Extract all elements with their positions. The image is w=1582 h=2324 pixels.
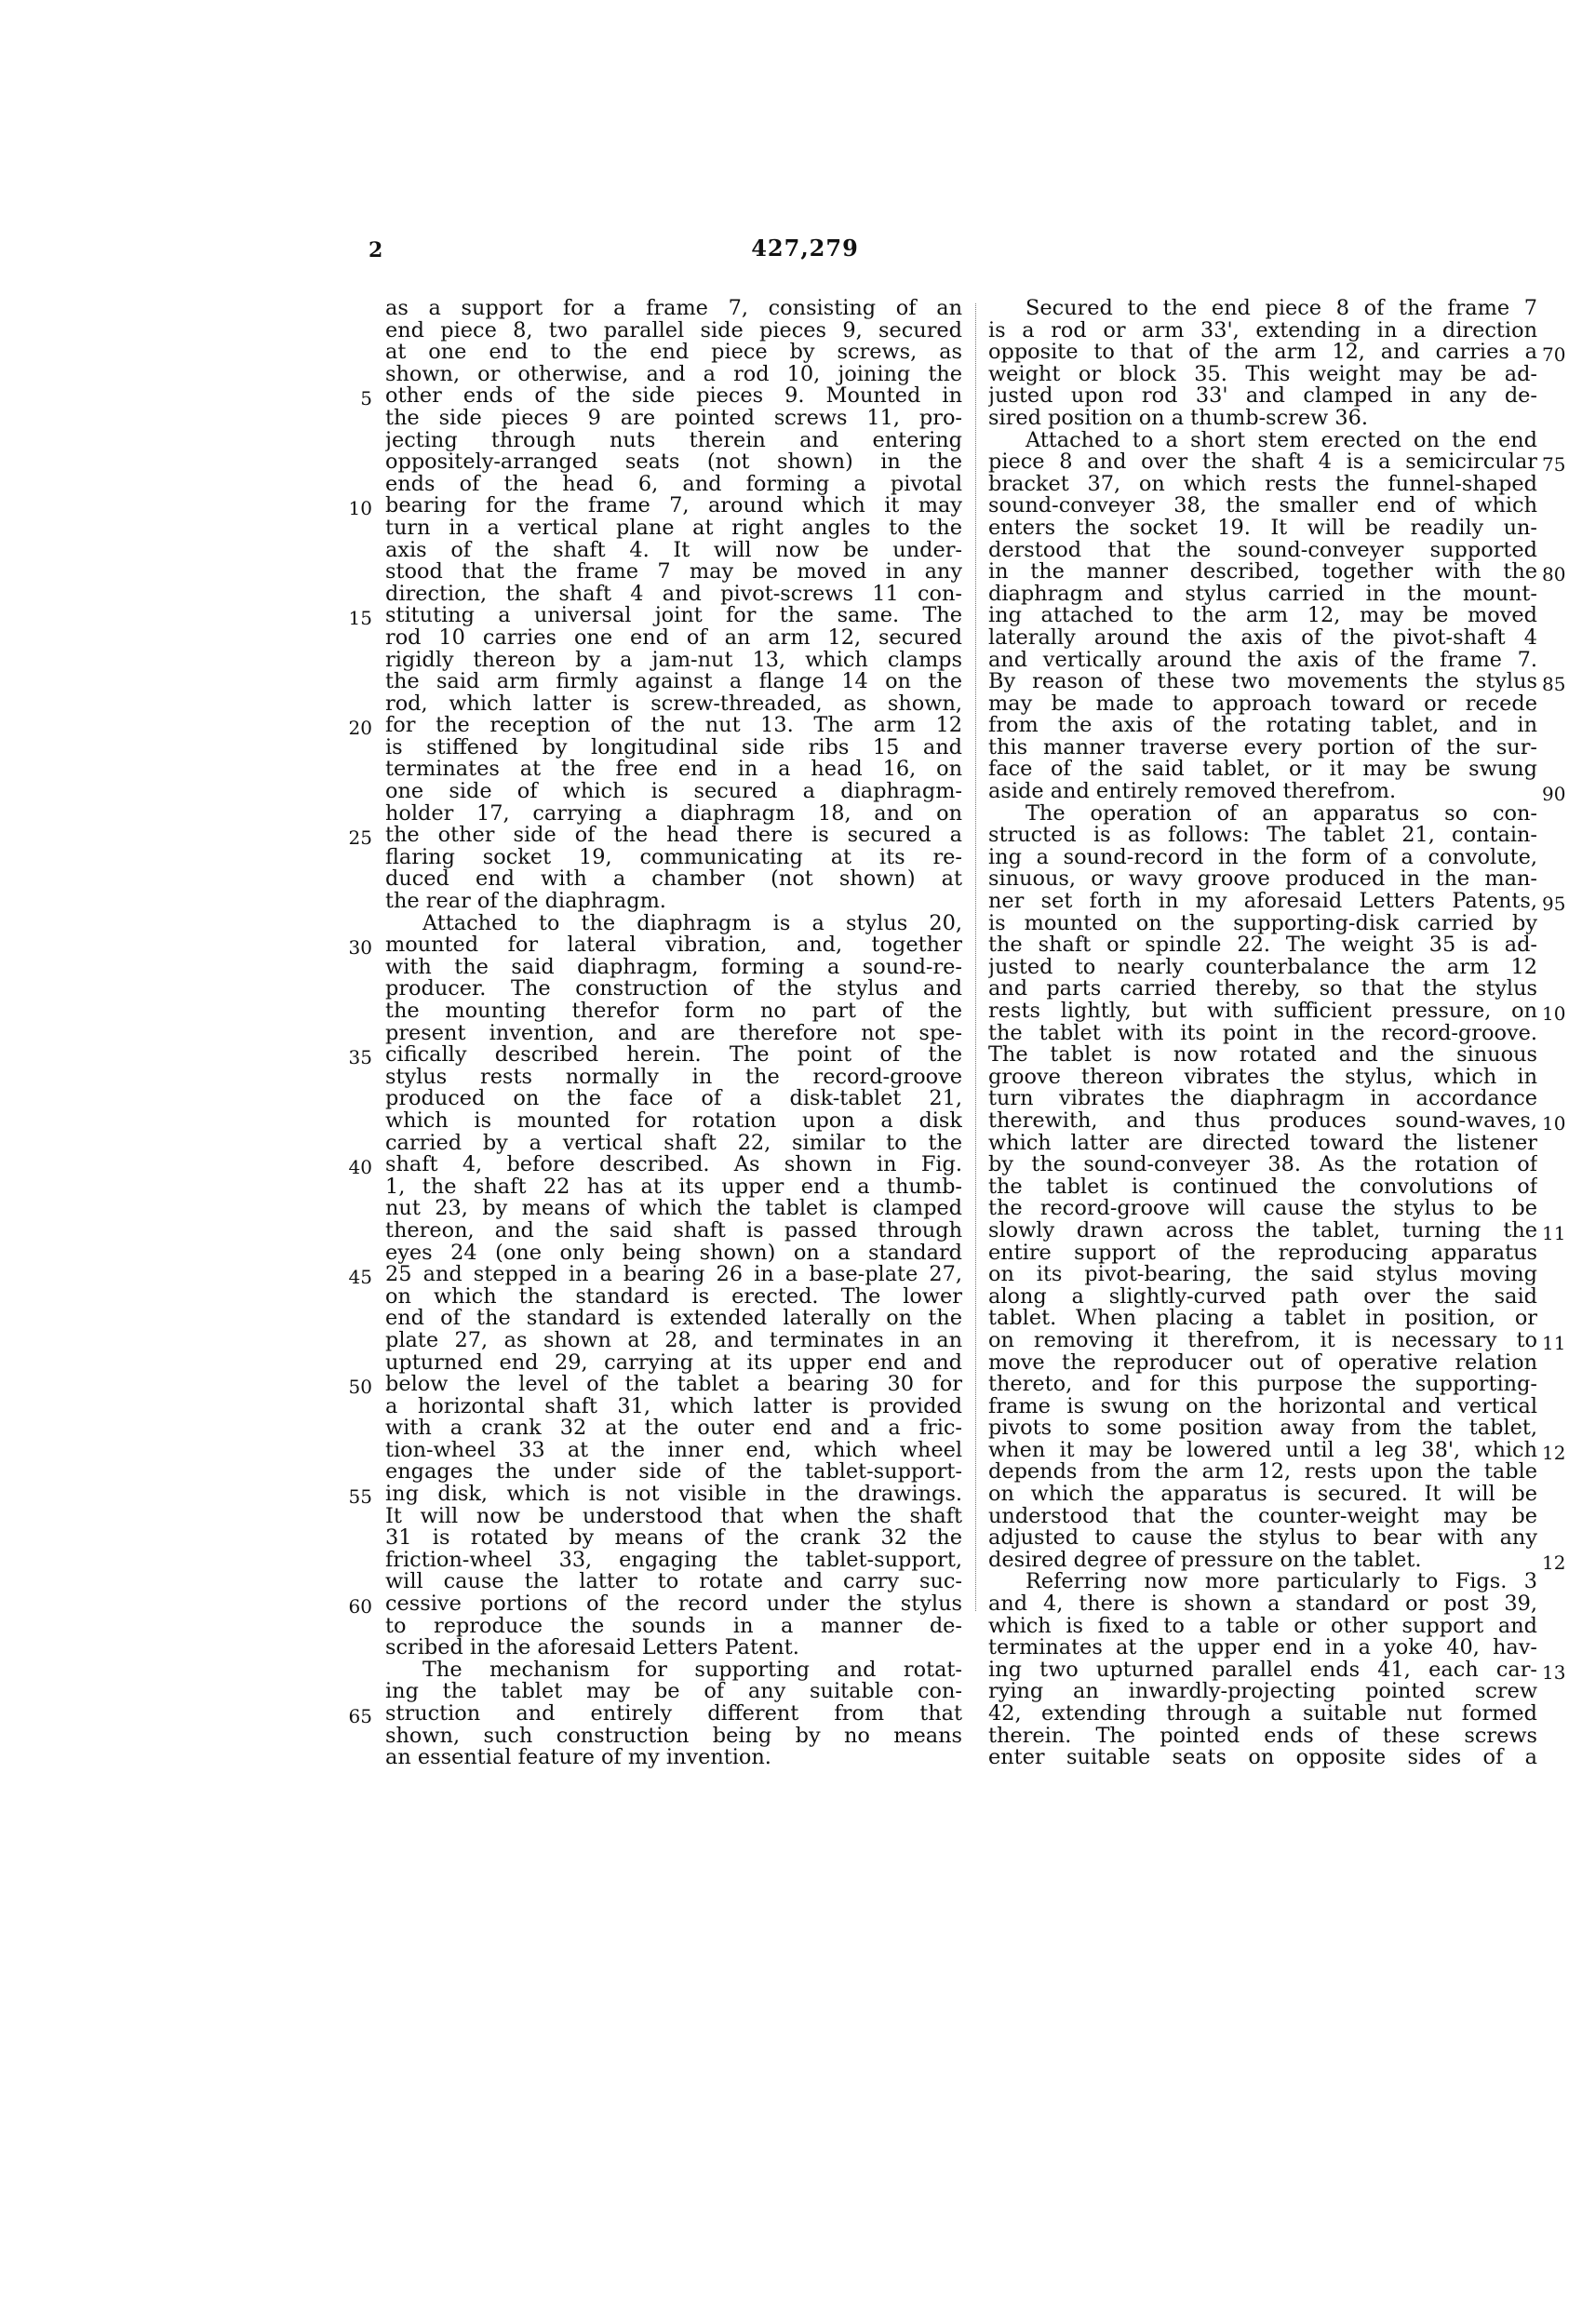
margin-line-number: 15 [348,607,372,630]
text-line: and parts carried thereby, so that the stylus [988,978,1537,1001]
text-line: ends of the head 6, and forming a pivotal [385,473,962,496]
text-line: a horizontal shaft 31, which latter is provided [385,1395,962,1418]
text-line: may be made to approach toward or recede [988,692,1537,716]
text-line: desired degree of pressure on the tablet. [988,1549,1422,1572]
margin-line-number: 70 [1542,343,1566,367]
text-line: is mounted on the supporting-disk carried by [988,912,1537,935]
text-line: carried by a vertical shaft 22, similar to the [385,1132,962,1155]
text-line: is a rod or arm 33', extending in a direction [988,319,1537,343]
margin-line-number: 65 [348,1705,372,1728]
right-text-column [988,298,1537,1769]
text-line: 31 is rotated by means of the crank 32 the [385,1527,962,1550]
text-line: frame is swung on the horizontal and vertical [988,1395,1537,1418]
text-line: the tablet with its point in the record-groove. [988,1022,1537,1045]
text-line: understood that the counter-weight may be [988,1505,1537,1528]
text-line: 42, extending through a suitable nut formed [988,1703,1537,1726]
margin-line-number: 50 [348,1376,372,1399]
text-line: ner set forth in my aforesaid Letters Patents, [988,891,1537,913]
page-number: 2 [369,238,383,262]
text-line: direction, the shaft 4 and pivot-screws 11 con- [385,583,962,606]
text-line: the other side of the head there is secured a [385,825,962,847]
margin-line-number: 11 [1542,1332,1566,1355]
text-line: the mounting therefor form no part of the [385,1001,962,1023]
margin-line-number: 13 [1542,1661,1566,1685]
margin-line-number: 95 [1542,893,1566,916]
text-line: sired position on a thumb-screw 36. [988,407,1369,430]
text-line: 25 and stepped in a bearing 26 in a base-plate 27, [385,1264,962,1286]
text-line: justed upon rod 33' and clamped in any de- [988,385,1537,408]
text-line: adjusted to cause the stylus to bear with any [988,1527,1537,1550]
text-line: an essential feature of my invention. [385,1747,771,1769]
text-line: on its pivot-bearing, the said stylus moving [988,1264,1537,1286]
text-line: for the reception of the nut 13. The arm 12 [385,715,962,737]
text-line: thereto, and for this purpose the supporting- [988,1374,1537,1396]
text-line: groove thereon vibrates the stylus, which in [988,1066,1537,1089]
text-line: producer. The construction of the stylus and [385,978,962,1001]
text-line: The mechanism for supporting and rotat- [422,1659,962,1682]
text-line: on which the apparatus is secured. It will be [988,1484,1537,1506]
text-line: therein. The pointed ends of these screws [988,1725,1537,1748]
text-line: Attached to the diaphragm is a stylus 20, [422,912,962,935]
text-line: laterally around the axis of the pivot-shaft 4 [988,626,1537,650]
text-line: from the axis of the rotating tablet, and in [988,715,1537,737]
text-line: holder 17, carrying a diaphragm 18, and on [385,802,962,826]
text-line: plate 27, as shown at 28, and terminates in an [385,1329,962,1352]
text-line: The tablet is now rotated and the sinuous [988,1044,1537,1067]
text-line: terminates at the upper end in a yoke 40, hav- [988,1637,1537,1659]
text-line: present invention, and are therefore not spe- [385,1022,962,1045]
text-line: depends from the arm 12, rests upon the table [988,1461,1537,1484]
margin-line-number: 12 [1542,1442,1566,1465]
text-line: the said arm firmly against a flange 14 on the [385,671,962,693]
text-line: below the level of the tablet a bearing 30 for [385,1374,962,1396]
text-line: slowly drawn across the tablet, turning the [988,1219,1537,1243]
text-line: sinuous, or wavy groove produced in the man- [988,868,1537,892]
text-line: tablet. When placing a tablet in position, or [988,1308,1537,1330]
text-line: ing attached to the arm 12, may be moved [988,605,1537,627]
text-line: one side of which is secured a diaphragm- [385,781,962,803]
text-line: entire support of the reproducing apparatus [988,1242,1537,1265]
text-line: ing two upturned parallel ends 41, each car- [988,1659,1537,1682]
margin-line-number: 25 [348,826,372,850]
text-line: to reproduce the sounds in a manner de- [385,1615,962,1638]
text-line: Secured to the end piece 8 of the frame 7 [1026,298,1537,320]
margin-line-number: 80 [1542,563,1566,586]
text-line: on which the standard is erected. The lower [385,1285,962,1309]
text-line: duced end with a chamber (not shown) at [385,868,962,892]
text-line: rigidly thereon by a jam-nut 13, which clamps [385,649,962,672]
margin-line-number: 40 [348,1156,372,1179]
text-line: stituting a universal joint for the same. The [385,605,962,627]
text-line: will cause the latter to rotate and carry suc- [385,1571,962,1594]
text-line: when it may be lowered until a leg 38', which [988,1439,1537,1462]
text-line: Referring now more particularly to Figs. 3 [1026,1571,1537,1594]
text-line: shaft 4, before described. As shown in Fig. [385,1154,962,1176]
margin-line-number: 75 [1542,453,1566,477]
text-line: stylus rests normally in the record-groove [385,1066,962,1089]
text-line: piece 8 and over the shaft 4 is a semicircular [988,451,1537,474]
text-line: enter suitable seats on opposite sides of a [988,1747,1537,1769]
margin-line-number: 30 [348,936,372,960]
text-line: along a slightly-curved path over the said [988,1285,1537,1309]
margin-line-number: 35 [348,1046,372,1069]
left-text-column [385,298,962,1769]
text-line: mounted for lateral vibration, and, together [385,934,962,957]
text-line: rying an inwardly-projecting pointed screw [988,1681,1537,1703]
margin-line-number: 12 [1542,1552,1566,1575]
text-line: ing disk, which is not visible in the drawings. [385,1484,962,1506]
text-line: Attached to a short stem erected on the end [1026,429,1537,452]
text-line: terminates at the free end in a head 16, on [385,759,962,782]
margin-line-number: 90 [1542,783,1566,806]
text-line: 1, the shaft 22 has at its upper end a thumb- [385,1175,962,1199]
text-line: nut 23, by means of which the tablet is clamped [385,1198,962,1220]
margin-line-number: 60 [348,1595,372,1619]
text-line: eyes 24 (one only being shown) on a standard [385,1242,962,1265]
text-line: rod, which latter is screw-threaded, as shown, [385,692,962,716]
text-line: pivots to some position away from the tablet, [988,1417,1537,1440]
text-line: oppositely-arranged seats (not shown) in the [385,451,962,474]
text-line: It will now be understood that when the shaft [385,1505,962,1528]
text-line: bracket 37, on which rests the funnel-shaped [988,473,1537,496]
text-line: which is fixed to a table or other support and [988,1615,1537,1638]
text-line: thereon, and the said shaft is passed through [385,1219,962,1243]
margin-line-number: 85 [1542,673,1566,696]
text-line: end piece 8, two parallel side pieces 9, secured [385,319,962,343]
text-line: on removing it therefrom, it is necessary to [988,1329,1537,1352]
text-line: shown, or otherwise, and a rod 10, joining the [385,363,962,386]
text-line: the side pieces 9 are pointed screws 11, pro- [385,407,962,430]
text-line: the record-groove will cause the stylus to be [988,1198,1537,1220]
text-line: weight or block 35. This weight may be ad- [988,363,1537,386]
text-line: turn vibrates the diaphragm in accordance [988,1088,1537,1110]
text-line: with the said diaphragm, forming a sound-re- [385,956,962,979]
text-line: ing a sound-record in the form of a convolute, [988,846,1537,869]
text-line: and 4, there is shown a standard or post 39, [988,1593,1537,1616]
text-line: the rear of the diaphragm. [385,891,666,913]
text-line: in the manner described, together with the [988,561,1537,584]
text-line: this manner traverse every portion of the sur- [988,736,1537,759]
text-line: The operation of an apparatus so con- [1026,802,1537,826]
text-line: rod 10 carries one end of an arm 12, secured [385,626,962,650]
text-line: aside and entirely removed therefrom. [988,781,1397,803]
text-line: and vertically around the axis of the frame 7. [988,649,1537,672]
text-line: therewith, and thus produces sound-waves, [988,1109,1537,1133]
text-line: cessive portions of the record under the stylus [385,1593,962,1616]
margin-line-number: 55 [348,1485,372,1509]
text-line: opposite to that of the arm 12, and carries a [988,342,1537,364]
margin-line-number: 5 [360,387,372,410]
margin-line-number: 11 [1542,1222,1566,1245]
text-line: end of the standard is extended laterally on the [385,1308,962,1330]
patent-number: 427,279 [751,235,859,262]
margin-line-number: 10 [1542,1112,1566,1135]
text-line: other ends of the side pieces 9. Mounted in [385,385,962,408]
text-line: ing the tablet may be of any suitable con- [385,1681,962,1703]
text-line: friction-wheel 33, engaging the tablet-support, [385,1549,962,1572]
text-line: flaring socket 19, communicating at its re- [385,846,962,869]
text-line: structed is as follows: The tablet 21, contain- [988,825,1537,847]
margin-line-number: 10 [348,497,372,520]
text-line: scribed in the aforesaid Letters Patent. [385,1637,799,1659]
text-line: rests lightly, but with sufficient pressure, on [988,1001,1537,1023]
text-line: the shaft or spindle 22. The weight 35 is ad- [988,934,1537,957]
text-line: turn in a vertical plane at right angles to the [385,517,962,540]
text-line: upturned end 29, carrying at its upper end and [385,1351,962,1375]
column-divider [975,303,977,1611]
text-line: derstood that the sound-conveyer supported [988,539,1537,562]
text-line: justed to nearly counterbalance the arm 12 [988,956,1537,979]
text-line: at one end to the end piece by screws, as [385,342,962,364]
text-line: produced on the face of a disk-tablet 21, [385,1088,962,1110]
text-line: tion-wheel 33 at the inner end, which wheel [385,1439,962,1462]
text-line: stood that the frame 7 may be moved in any [385,561,962,584]
text-line: as a support for a frame 7, consisting of an [385,298,962,320]
text-line: which latter are directed toward the listener [988,1132,1537,1155]
text-line: cifically described herein. The point of the [385,1044,962,1067]
text-line: sound-conveyer 38, the smaller end of which [988,495,1537,517]
text-line: move the reproducer out of operative relation [988,1351,1537,1375]
text-line: struction and entirely different from that [385,1703,962,1726]
text-line: diaphragm and stylus carried in the mount- [988,583,1537,606]
text-line: face of the said tablet, or it may be swung [988,759,1537,782]
margin-line-number: 45 [348,1266,372,1289]
text-line: shown, such construction being by no means [385,1725,962,1748]
text-line: with a crank 32 at the outer end and a fric- [385,1417,962,1440]
margin-line-number: 20 [348,717,372,740]
text-line: By reason of these two movements the stylus [988,671,1537,693]
margin-line-number: 10 [1542,1002,1566,1026]
text-line: the tablet is continued the convolutions of [988,1175,1537,1199]
text-line: bearing for the frame 7, around which it may [385,495,962,517]
text-line: engages the under side of the tablet-support- [385,1461,962,1484]
text-line: enters the socket 19. It will be readily un- [988,517,1537,540]
text-line: jecting through nuts therein and entering [385,429,962,452]
text-line: is stiffened by longitudinal side ribs 15 and [385,736,962,759]
text-line: by the sound-conveyer 38. As the rotation of [988,1154,1537,1176]
text-line: axis of the shaft 4. It will now be under- [385,539,962,562]
text-line: which is mounted for rotation upon a disk [385,1109,962,1133]
